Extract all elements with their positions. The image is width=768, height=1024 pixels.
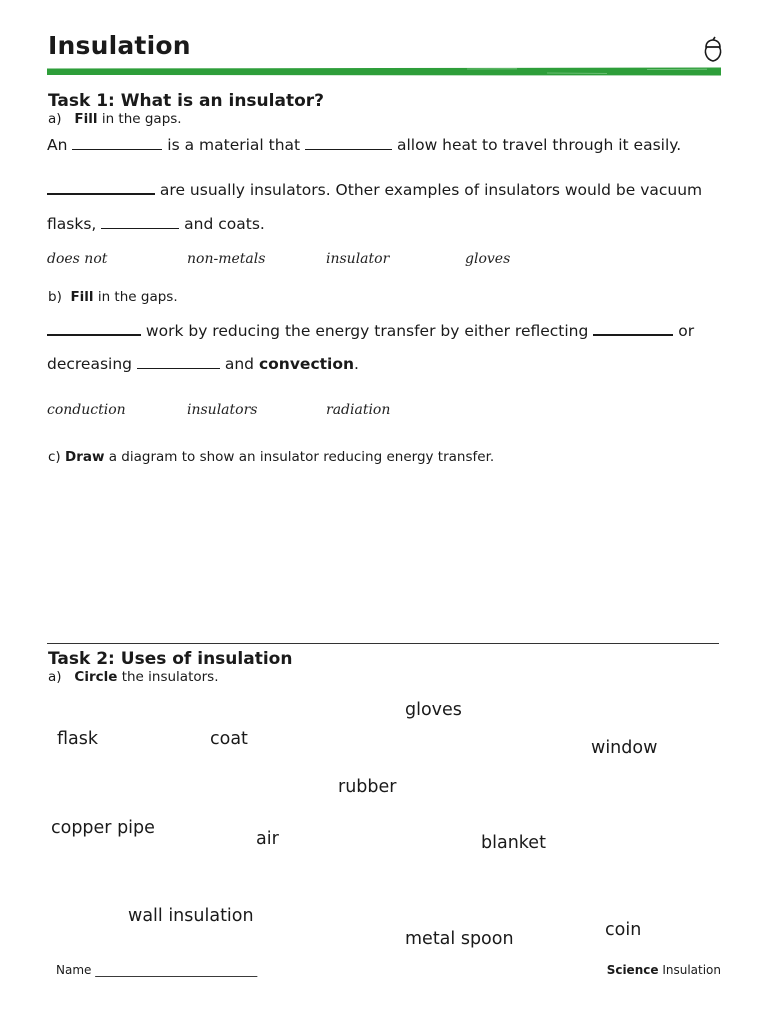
task1-b-line2 [47, 354, 359, 373]
footer-subject [607, 963, 721, 977]
acorn-icon [700, 36, 726, 64]
footer-subject-label: Science [606, 963, 659, 977]
blank-line[interactable] [305, 135, 392, 150]
word-bank-item: insulators [187, 402, 258, 418]
task1-b-line1 [47, 320, 694, 340]
word-bank-item: does not [47, 251, 108, 267]
text-span: decreasing [47, 354, 137, 373]
circle-word[interactable]: coat [210, 729, 248, 749]
section-divider [47, 643, 719, 644]
task1-a-marker: a) [48, 111, 62, 127]
page-title: Insulation [48, 31, 191, 60]
word-bank-item: radiation [326, 402, 391, 418]
circle-word[interactable]: copper pipe [51, 818, 155, 838]
task1-c-rest: a diagram to show an insulator reducing energy transfer. [104, 449, 495, 465]
task2-heading: Task 2: Uses of insulation [48, 649, 293, 669]
name-field[interactable]: Name ___________________________ [56, 963, 258, 977]
task1-a-instruction [48, 111, 182, 127]
blank-line[interactable] [101, 214, 179, 229]
text-span: . [354, 354, 359, 373]
blank-line[interactable] [47, 179, 155, 195]
circle-word[interactable]: blanket [481, 833, 546, 853]
circle-word[interactable]: window [591, 738, 658, 758]
circle-word[interactable]: metal spoon [405, 929, 514, 949]
text-span: and [219, 354, 259, 373]
circle-word[interactable]: gloves [405, 700, 462, 720]
text-span: and coats. [179, 214, 265, 233]
task1-c-verb: Draw [65, 449, 105, 465]
task2-a-marker: a) [48, 669, 62, 685]
circle-word[interactable]: wall insulation [128, 906, 254, 926]
task1-heading: Task 1: What is an insulator? [48, 91, 324, 111]
circle-word[interactable]: rubber [338, 777, 397, 797]
task1-a-rest: in the gaps. [97, 111, 182, 127]
task2-a-rest: the insulators. [117, 669, 219, 685]
word-bank-item: insulator [326, 251, 390, 267]
text-span: flasks, [47, 214, 102, 233]
word-bank-item: non-metals [187, 251, 266, 267]
task1-b-marker: b) [48, 289, 62, 305]
task2-a-verb: Circle [74, 669, 118, 685]
circle-word[interactable]: coin [605, 920, 642, 940]
text-span: allow heat to travel through it easily. [392, 135, 682, 154]
word-bank-item: conduction [47, 402, 126, 418]
text-span: are usually insulators. Other examples of insulators would be vacuum [155, 180, 703, 199]
blank-line[interactable] [47, 320, 141, 336]
text-span: An [47, 135, 73, 154]
blank-line[interactable] [593, 320, 673, 336]
word-bank-item: gloves [465, 251, 511, 267]
task1-b-rest: in the gaps. [93, 289, 178, 305]
circle-word[interactable]: air [256, 829, 279, 849]
text-span: work by reducing the energy transfer by either reflecting [141, 321, 594, 340]
task1-b-instruction [48, 289, 178, 305]
text-span: convection [258, 354, 355, 373]
task1-a-line1 [47, 135, 681, 154]
blank-line[interactable] [137, 354, 220, 369]
header-accent-bar [47, 67, 721, 76]
task1-a-line3 [47, 214, 265, 233]
task1-c-instruction [48, 449, 494, 465]
task1-a-line2 [47, 179, 702, 199]
task1-c-marker: c) [48, 449, 61, 465]
text-span: or [673, 321, 695, 340]
footer-topic-label: Insulation [658, 963, 721, 977]
blank-line[interactable] [72, 135, 162, 150]
task1-b-verb: Fill [70, 289, 94, 305]
task2-a-instruction [48, 669, 219, 685]
task1-a-verb: Fill [74, 111, 98, 127]
circle-word[interactable]: flask [57, 729, 98, 749]
text-span: is a material that [162, 135, 306, 154]
